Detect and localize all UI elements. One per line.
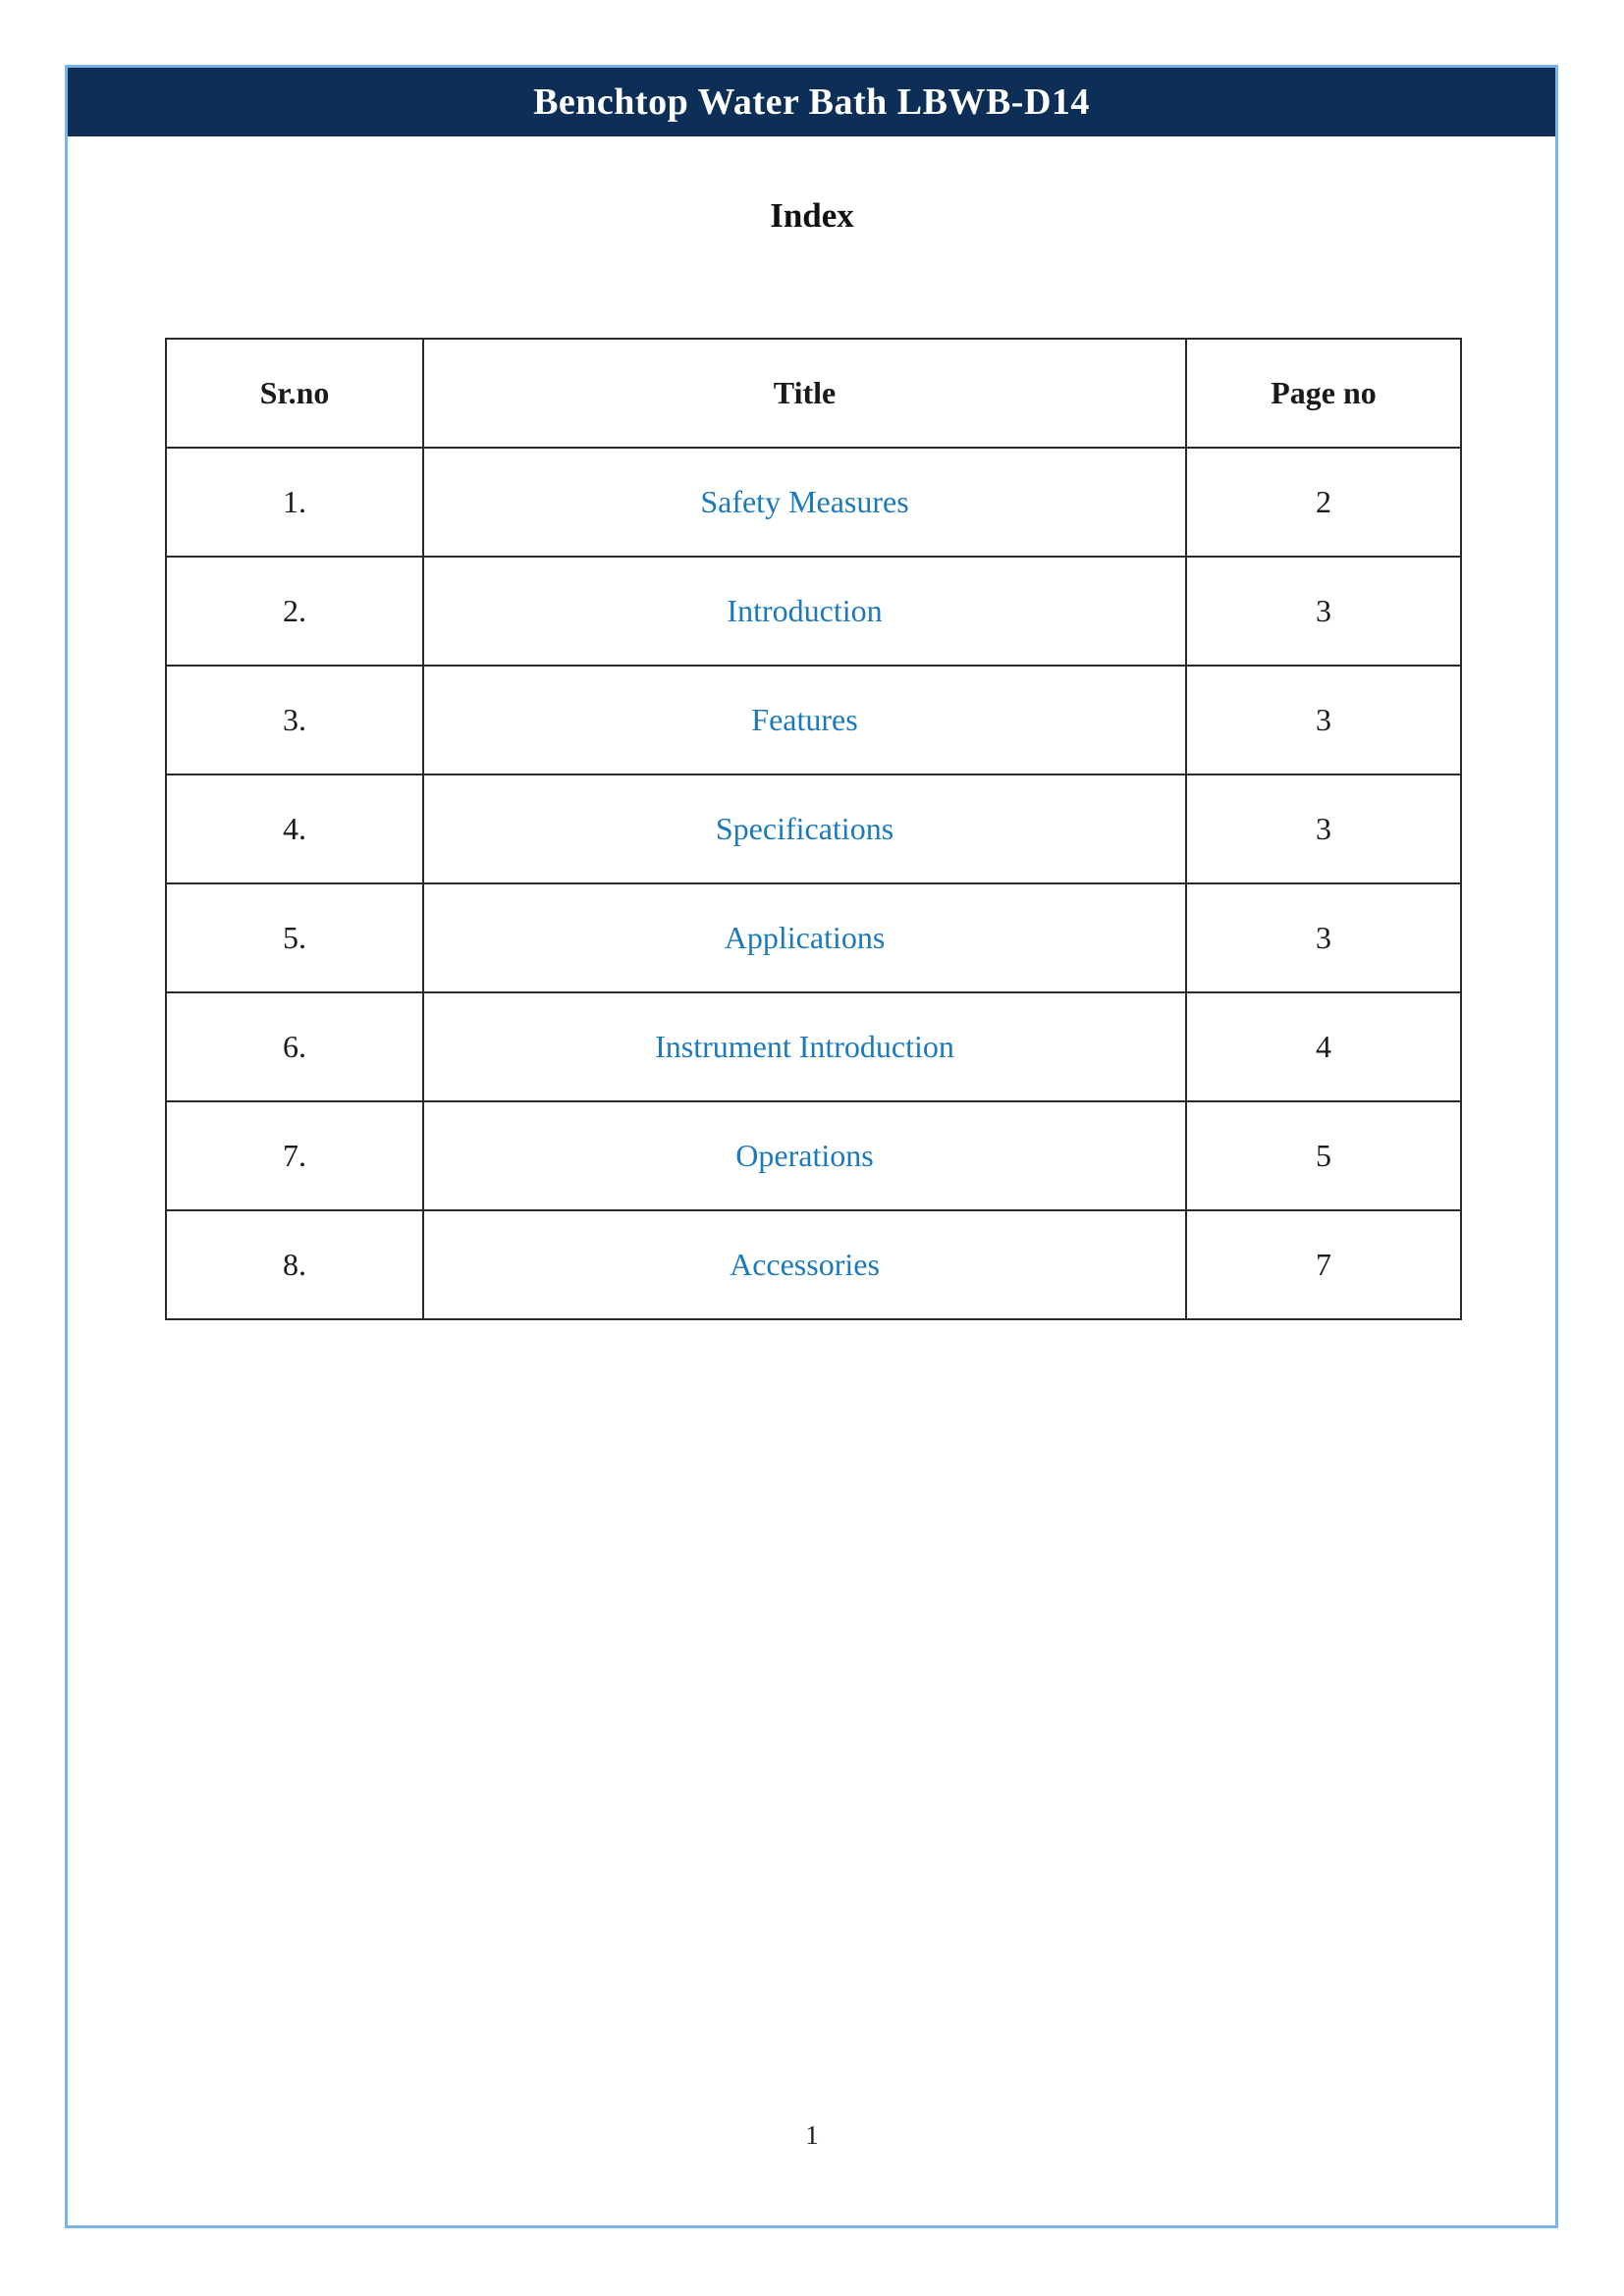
table-row — [166, 992, 1461, 1101]
page-title: Index — [770, 196, 854, 235]
toc-page-number — [1186, 448, 1461, 557]
toc-page-number — [1186, 774, 1461, 883]
toc-sr-number-text: 4. — [283, 811, 306, 846]
toc-sr-number-text: 5. — [283, 920, 306, 955]
column-header-title: Title — [423, 339, 1186, 448]
column-header-pageno: Page no — [1186, 339, 1461, 448]
table-header-row — [166, 339, 1461, 448]
toc-sr-number — [166, 1210, 423, 1319]
column-header-srno: Sr.no — [166, 339, 423, 448]
toc-sr-number — [166, 448, 423, 557]
toc-page-number-text: 2 — [1316, 484, 1331, 519]
toc-page-number-text: 3 — [1316, 920, 1331, 955]
table-row — [166, 1210, 1461, 1319]
toc-page-number-text: 3 — [1316, 593, 1331, 628]
toc-sr-number — [166, 557, 423, 666]
toc-title-cell — [423, 1101, 1186, 1210]
table-row — [166, 666, 1461, 774]
index-table — [165, 338, 1462, 1320]
toc-page-number — [1186, 992, 1461, 1101]
toc-title-cell — [423, 448, 1186, 557]
toc-link[interactable]: Operations — [735, 1138, 874, 1173]
toc-title-cell — [423, 774, 1186, 883]
toc-page-number-text: 3 — [1316, 702, 1331, 737]
toc-page-number-text: 3 — [1316, 811, 1331, 846]
toc-sr-number — [166, 883, 423, 992]
toc-sr-number-text: 7. — [283, 1138, 306, 1173]
toc-link[interactable]: Safety Measures — [700, 484, 909, 519]
toc-page-number — [1186, 1210, 1461, 1319]
toc-page-number — [1186, 666, 1461, 774]
toc-link[interactable]: Specifications — [715, 811, 894, 846]
footer-page-number: 1 — [805, 2120, 819, 2150]
toc-sr-number-text: 1. — [283, 484, 306, 519]
toc-link[interactable]: Instrument Introduction — [655, 1029, 954, 1064]
toc-title-cell — [423, 992, 1186, 1101]
toc-page-number — [1186, 883, 1461, 992]
table-row — [166, 883, 1461, 992]
table-row — [166, 1101, 1461, 1210]
toc-page-number — [1186, 1101, 1461, 1210]
toc-page-number-text: 4 — [1316, 1029, 1331, 1064]
toc-page-number-text: 5 — [1316, 1138, 1331, 1173]
toc-sr-number-text: 8. — [283, 1247, 306, 1282]
toc-sr-number — [166, 992, 423, 1101]
toc-link[interactable]: Features — [751, 702, 858, 737]
toc-title-cell — [423, 1210, 1186, 1319]
toc-page-number — [1186, 557, 1461, 666]
toc-link[interactable]: Introduction — [727, 593, 883, 628]
toc-title-cell — [423, 557, 1186, 666]
toc-sr-number-text: 6. — [283, 1029, 306, 1064]
toc-link[interactable]: Accessories — [730, 1247, 880, 1282]
toc-sr-number — [166, 666, 423, 774]
table-row — [166, 448, 1461, 557]
toc-link[interactable]: Applications — [724, 920, 886, 955]
table-row — [166, 774, 1461, 883]
document-header-bar — [68, 68, 1555, 136]
toc-title-cell — [423, 666, 1186, 774]
document-title: Benchtop Water Bath LBWB-D14 — [533, 81, 1090, 123]
toc-title-cell — [423, 883, 1186, 992]
table-row — [166, 557, 1461, 666]
toc-sr-number-text: 3. — [283, 702, 306, 737]
toc-sr-number — [166, 774, 423, 883]
toc-sr-number — [166, 1101, 423, 1210]
toc-sr-number-text: 2. — [283, 593, 306, 628]
toc-page-number-text: 7 — [1316, 1247, 1331, 1282]
